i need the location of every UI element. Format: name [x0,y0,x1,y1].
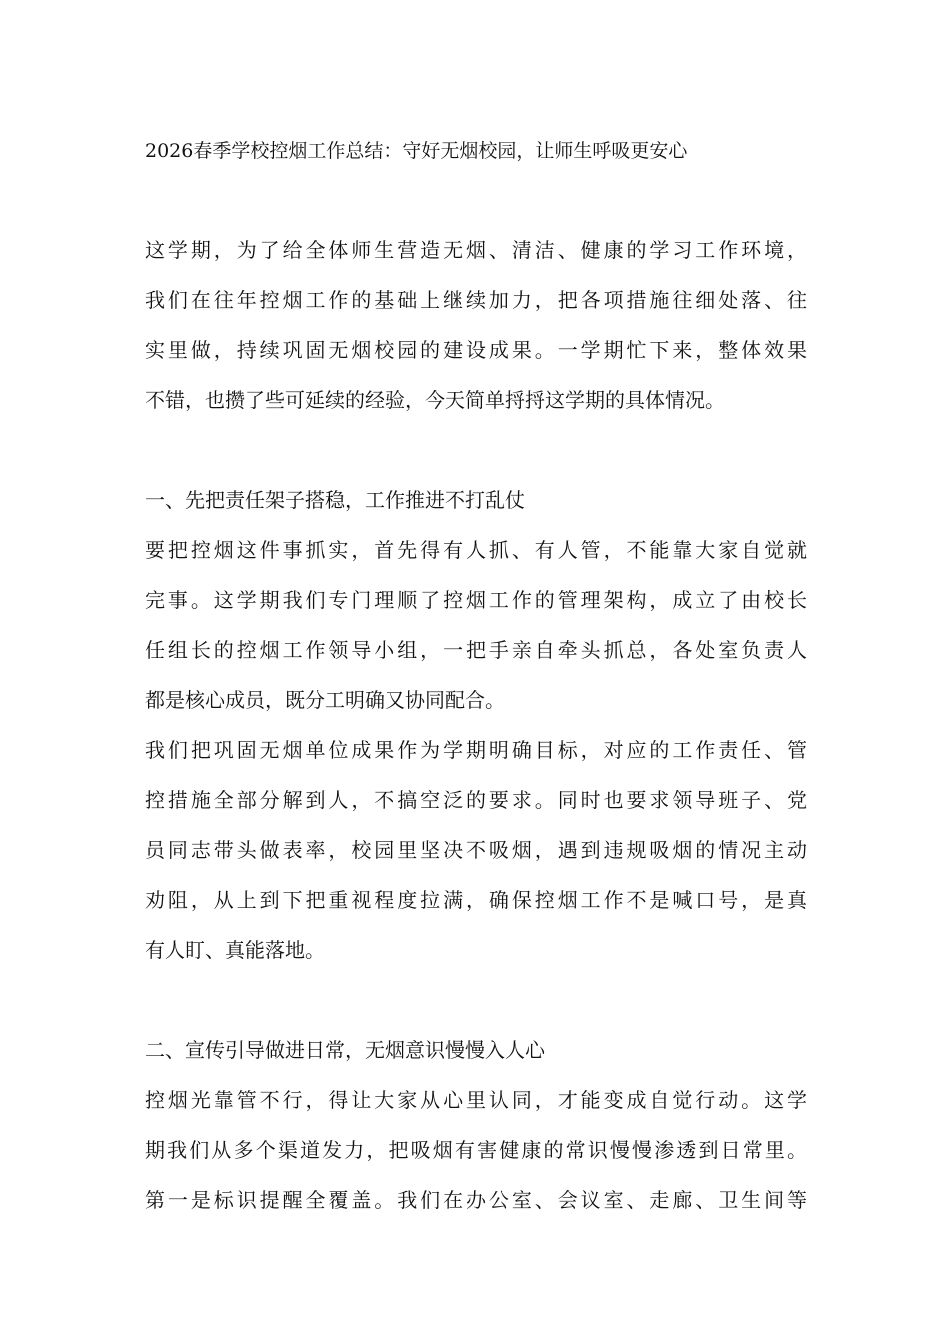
intro-line-3: 实里做，持续巩固无烟校园的建设成果。一学期忙下来，整体效果 [145,338,807,362]
section-1-heading: 一、先把责任架子搭稳，工作推进不打乱仗 [145,488,525,512]
section-1-para-2-line-3: 员同志带头做表率，校园里坚决不吸烟，遇到违规吸烟的情况主动 [145,838,807,862]
intro-line-2: 我们在往年控烟工作的基础上继续加力，把各项措施往细处落、往 [145,288,807,312]
section-1-para-2-line-4: 劝阻，从上到下把重视程度拉满，确保控烟工作不是喊口号，是真 [145,888,807,912]
section-2-para-1-line-3: 第一是标识提醒全覆盖。我们在办公室、会议室、走廊、卫生间等 [145,1188,807,1212]
section-2-heading: 二、宣传引导做进日常，无烟意识慢慢入人心 [145,1038,545,1062]
section-2-para-1-line-2: 期我们从多个渠道发力，把吸烟有害健康的常识慢慢渗透到日常里。 [145,1138,807,1162]
intro-line-4: 不错，也攒了些可延续的经验，今天简单捋捋这学期的具体情况。 [145,388,725,412]
section-1-para-1-line-2: 完事。这学期我们专门理顺了控烟工作的管理架构，成立了由校长 [145,588,807,612]
section-1-para-2-line-2: 控措施全部分解到人，不搞空泛的要求。同时也要求领导班子、党 [145,788,807,812]
section-1-para-1-line-1: 要把控烟这件事抓实，首先得有人抓、有人管，不能靠大家自觉就 [145,538,807,562]
section-1-para-1-line-4: 都是核心成员，既分工明确又协同配合。 [145,688,505,712]
intro-line-1: 这学期，为了给全体师生营造无烟、清洁、健康的学习工作环境， [145,238,807,262]
section-1-para-2-line-5: 有人盯、真能落地。 [145,938,325,962]
document-title: 2026春季学校控烟工作总结：守好无烟校园，让师生呼吸更安心 [145,140,688,162]
section-1-para-2-line-1: 我们把巩固无烟单位成果作为学期明确目标，对应的工作责任、管 [145,738,807,762]
section-2-para-1-line-1: 控烟光靠管不行，得让大家从心里认同，才能变成自觉行动。这学 [145,1088,807,1112]
section-1-para-1-line-3: 任组长的控烟工作领导小组，一把手亲自牵头抓总，各处室负责人 [145,638,807,662]
